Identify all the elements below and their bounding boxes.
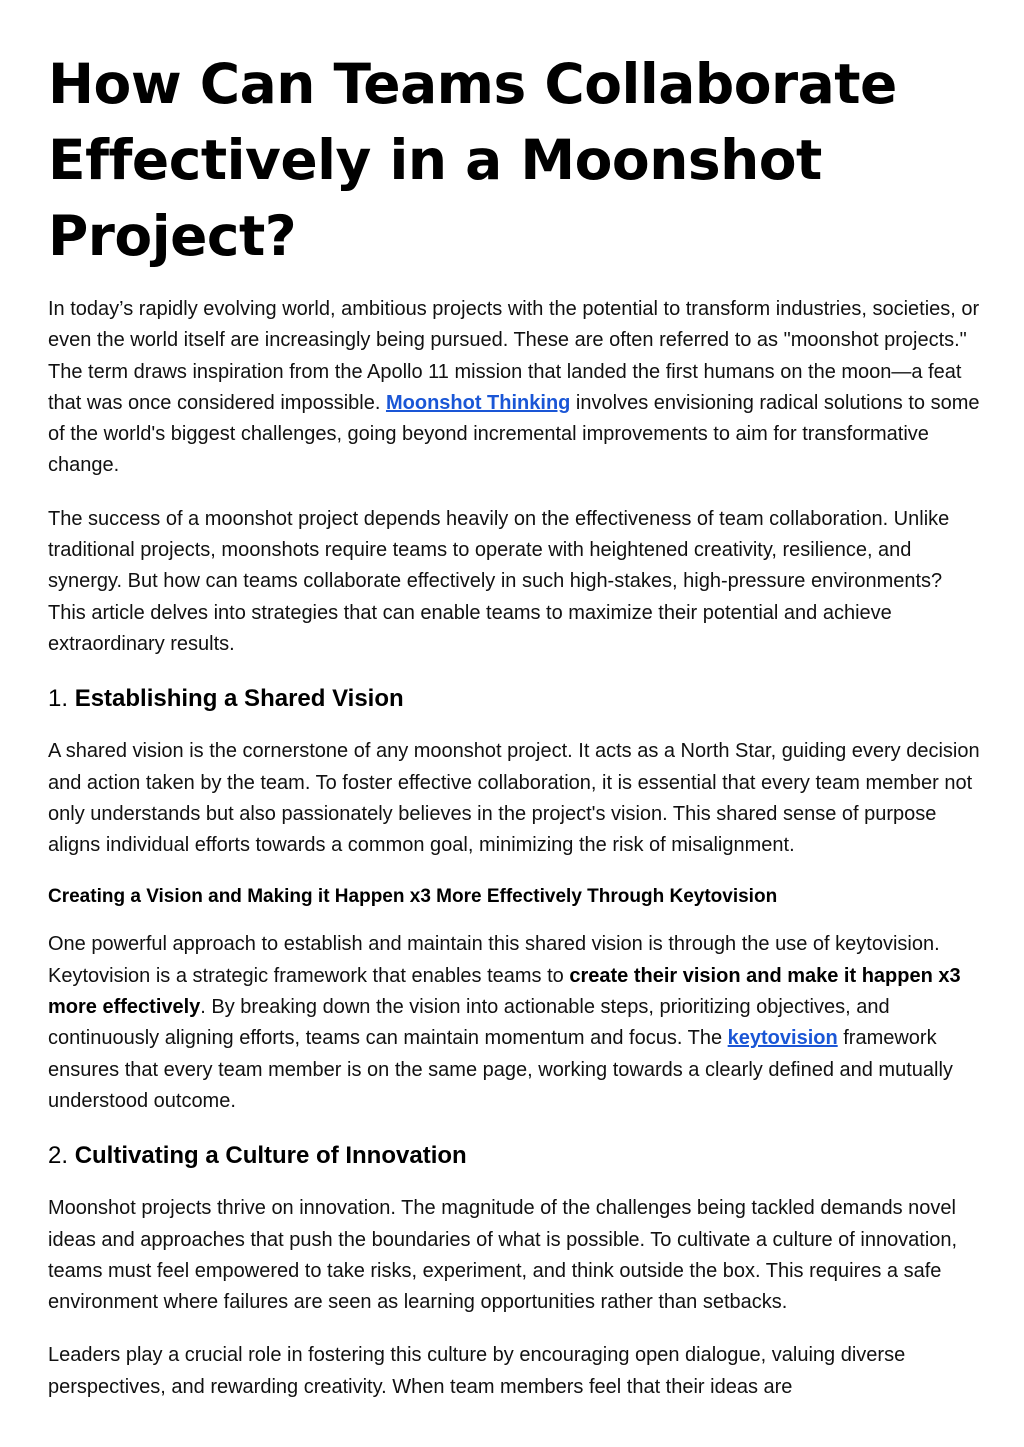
section-1-subheading: Creating a Vision and Making it Happen x3 More Effectively Through Keytovision [48,886,778,908]
article-title: How Can Teams Collaborate Effectively in a Moonshot Project? [48,52,897,268]
article [48,46,983,1425]
section-1-sub-paragraph [48,929,983,1117]
section-2-number: 2. [48,1142,69,1170]
section-1-number: 1. [48,685,69,713]
section-2-paragraph-2: Leaders play a crucial role in fostering this culture by encouraging open dialogue, valuing diverse perspectives, and rewarding creativity. When team members feel that their ideas are [48,1344,906,1398]
section-1-heading [48,682,983,716]
sub-paragraph-text-2: . By breaking down the vision into actionable steps, prioritizing objectives, and continuously aligning efforts, teams can maintain momentum and focus. The [48,996,890,1050]
sub-paragraph-bold-text: create their vision and make it happen x3 more effectively [48,964,961,1019]
section-1-title: Establishing a Shared Vision [74,685,404,713]
paragraph-2: The success of a moonshot project depends heavily on the effectiveness of team collaboration. Unlike traditional projects, moonshots require teams to operate with heightened creativity, resilience, and synergy. But how can teams collaborate effectively in such high-stakes, high-pressure environments? This article delves into strategies that can enable teams to maximize their potential and achieve extraordinary results. [48,507,950,655]
keytovision-link[interactable]: keytovision [727,1027,838,1050]
section-2-title: Cultivating a Culture of Innovation [74,1142,467,1170]
section-2-paragraph-1: Moonshot projects thrive on innovation. The magnitude of the challenges being tackled demands novel ideas and approaches that push the boundaries of what is possible. To cultivate a culture of innovation, teams must feel empowered to take risks, experiment, and think outside the box. This requires a safe environment where failures are seen as learning opportunities rather than setbacks. [48,1197,958,1314]
sub-paragraph-text-1: One powerful approach to establish and maintain this shared vision is through the use of keytovision. Keytovision is a strategic framework that enables teams to [48,933,940,987]
sub-paragraph-text-3: framework ensures that every team member is on the same page, working towards a clearly defined and mutually understood outcome. [48,1027,953,1112]
intro-text-before-link: In today’s rapidly evolving world, ambitious projects with the potential to transform industries, societies, or even the world itself are increasingly being pursued. These are often referred to as "moonshot projects." The term draws inspiration from the Apollo 11 mission that landed the first humans on the moon—a feat that was once considered impossible. [48,298,980,414]
intro-paragraph [48,294,983,482]
intro-text-after-link: involves envisioning radical solutions to some of the world's biggest challenges, going beyond incremental improvements to aim for transformative change. [48,391,980,477]
section-2-heading [48,1139,983,1173]
moonshot-thinking-link[interactable]: Moonshot Thinking [385,391,571,414]
section-1-paragraph: A shared vision is the cornerstone of any moonshot project. It acts as a North Star, guiding every decision and action taken by the team. To foster effective collaboration, it is essential that every team member not only understands but also passionately believes in the project's vision. This shared sense of purpose aligns individual efforts towards a common goal, minimizing the risk of misalignment. [48,740,980,857]
